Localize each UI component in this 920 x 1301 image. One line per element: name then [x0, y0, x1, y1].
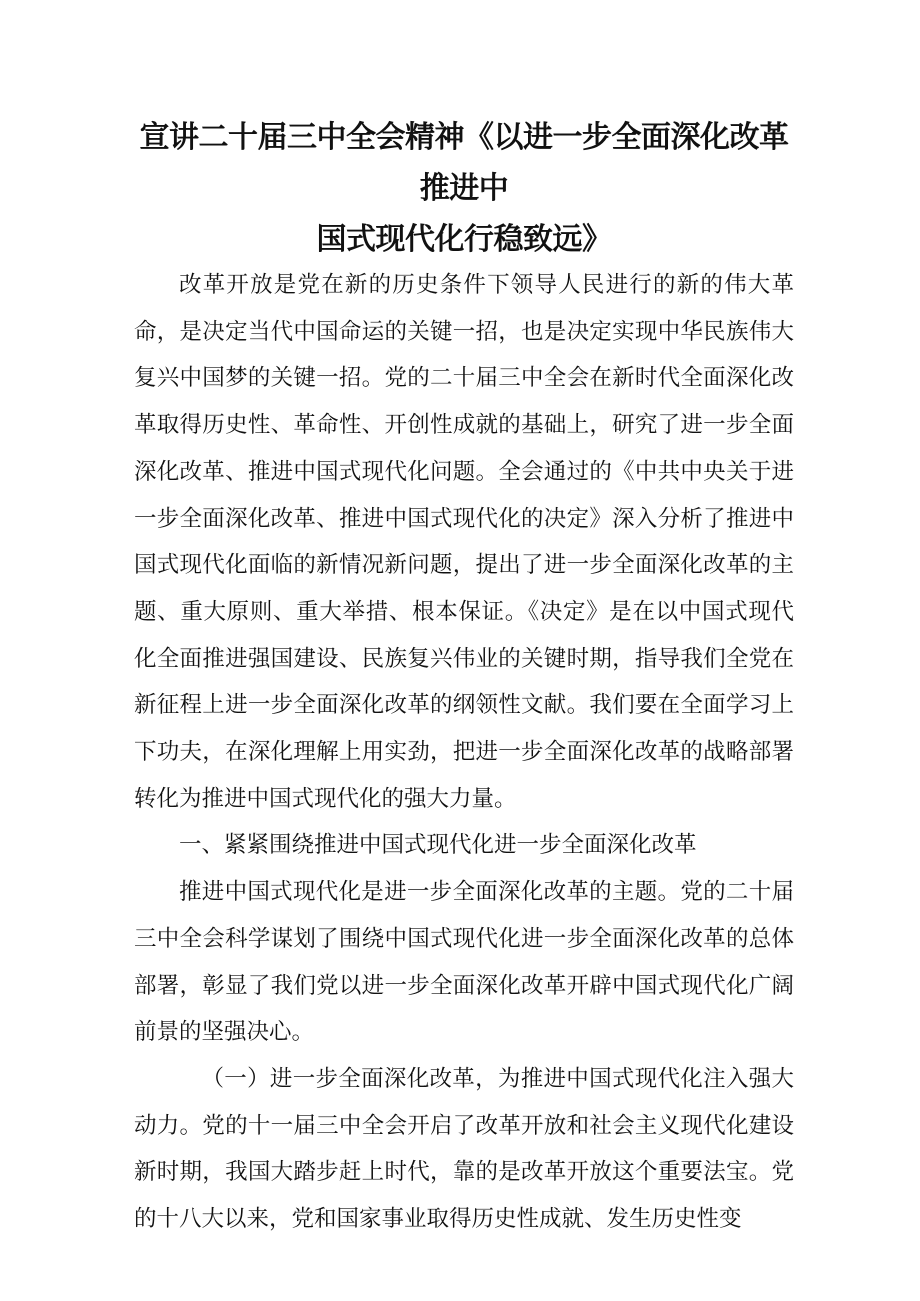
section-heading-1: 一、紧紧围绕推进中国式现代化进一步全面深化改革	[179, 832, 697, 859]
title-line-1: 宣讲二十届三中全会精神《以进一步全面深化改革推进中	[139, 120, 789, 206]
paragraph-subsection-1: （一）进一步全面深化改革，为推进中国式现代化注入强大动力。党的十一届三中全会开启了改革开放和社会主义现代化建设新时期，我国大踏步赶上时代，靠的是改革开放这个重要法宝。党的十八大以来，党和国家事业取得历史性成就、发生历史性变	[134, 1065, 794, 1233]
paragraph-section-1: 推进中国式现代化是进一步全面深化改革的主题。党的二十届三中全会科学谋划了围绕中国式现代化进一步全面深化改革的总体部署，彰显了我们党以进一步全面深化改革开辟中国式现代化广阔前景的坚强决心。	[134, 879, 794, 1046]
document-title	[128, 112, 800, 265]
paragraph-intro: 改革开放是党在新的历史条件下领导人民进行的新的伟大革命，是决定当代中国命运的关键一招，也是决定实现中华民族伟大复兴中国梦的关键一招。党的二十届三中全会在新时代全面深化改革取得历史性、革命性、开创性成就的基础上，研究了进一步全面深化改革、推进中国式现代化问题。全会通过的《中共中央关于进一步全面深化改革、推进中国式现代化的决定》深入分析了推进中国式现代化面临的新情况新问题，提出了进一步全面深化改革的主题、重大原则、重大举措、根本保证。《决定》是在以中国式现代化全面推进强国建设、民族复兴伟业的关键时期，指导我们全党在新征程上进一步全面深化改革的纲领性文献。我们要在全面学习上下功夫，在深化理解上用实劲，把进一步全面深化改革的战略部署转化为推进中国式现代化的强大力量。	[134, 272, 794, 812]
title-line-2: 国式现代化行稳致远》	[316, 222, 612, 257]
document-body	[134, 262, 794, 1243]
